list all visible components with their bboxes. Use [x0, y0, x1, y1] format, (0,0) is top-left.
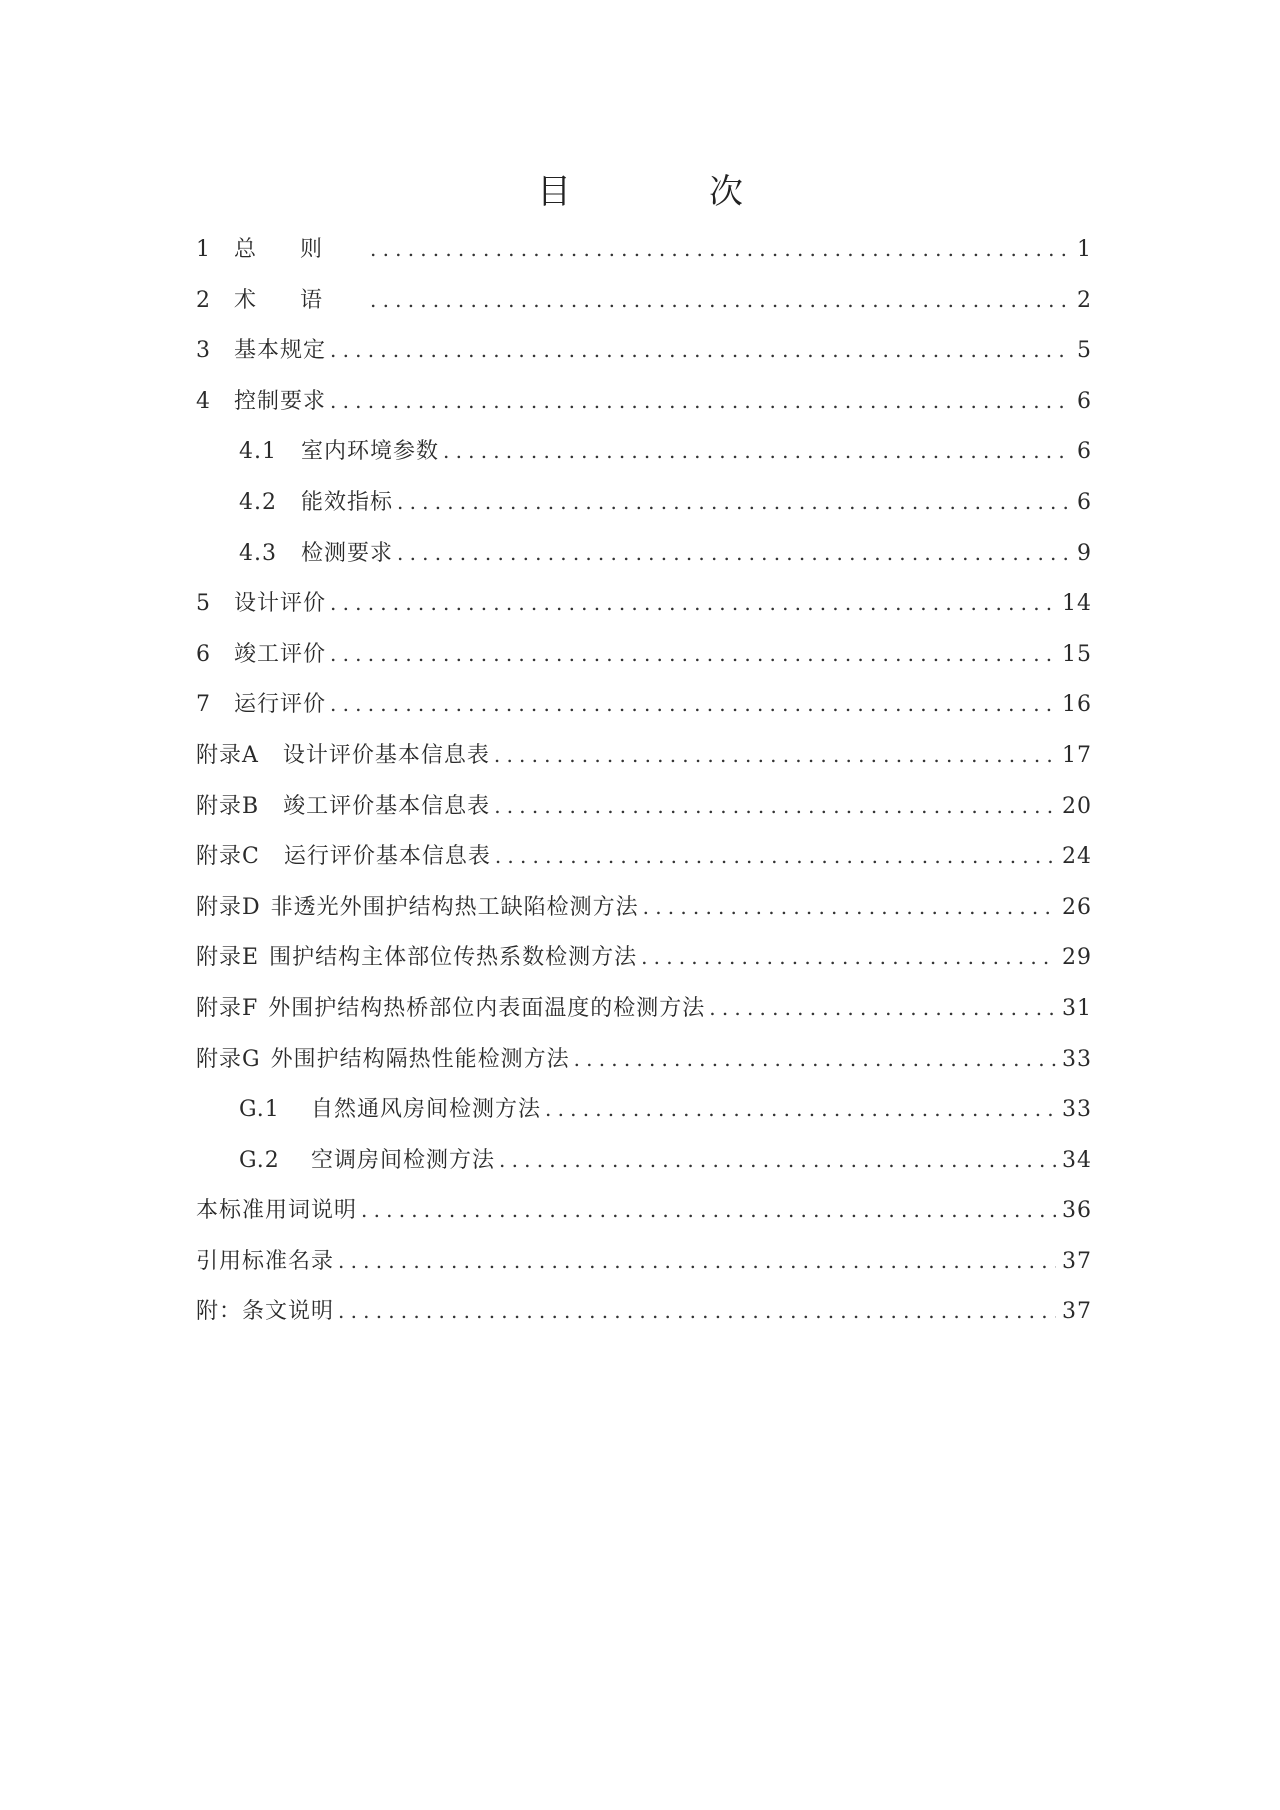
toc-entry-title: 设计评价基本信息表 [282, 742, 490, 768]
toc-leader-dots [370, 224, 1071, 274]
toc-entry-page: 20 [1062, 793, 1092, 819]
toc-entry[interactable] [196, 730, 1092, 781]
toc-entry-title: 附：条文说明 [196, 1299, 335, 1325]
toc-leader-dots [338, 1236, 1056, 1286]
toc-entry-title: 能效指标 [301, 489, 394, 515]
toc-leader-dots [330, 325, 1071, 375]
toc-entry-title: 本标准用词说明 [196, 1198, 358, 1224]
toc-leader-dots [574, 1034, 1056, 1084]
toc-entry[interactable] [196, 1084, 1092, 1135]
toc-entry-number: 4.3 [239, 540, 277, 566]
toc-entry-title: 检测要求 [301, 540, 394, 566]
toc-entry-page: 37 [1062, 1248, 1092, 1274]
toc-leader-dots [545, 1084, 1056, 1134]
toc-entry[interactable] [196, 477, 1092, 528]
toc-leader-dots [641, 932, 1056, 982]
toc-entry-page: 1 [1077, 237, 1092, 262]
toc-leader-dots [495, 831, 1056, 881]
toc-leader-dots [330, 376, 1071, 426]
toc-entry[interactable] [196, 325, 1092, 376]
toc-leader-dots [499, 1135, 1056, 1185]
toc-entry-number: 附录D [196, 894, 261, 920]
toc-entry[interactable] [196, 679, 1092, 730]
toc-leader-dots [494, 781, 1056, 831]
page-title: 目 次 [537, 172, 795, 212]
toc-entry-title: 室内环境参数 [301, 439, 440, 465]
toc-entry-page: 9 [1077, 540, 1092, 566]
toc-entry[interactable] [196, 882, 1092, 933]
toc-entry-page: 6 [1077, 439, 1092, 465]
toc-entry-page: 31 [1062, 995, 1092, 1021]
toc-entry-page: 37 [1062, 1299, 1092, 1325]
toc-entry-number: 4.2 [239, 489, 277, 515]
toc-entry-number: 附录G [196, 1046, 261, 1072]
table-of-contents [196, 224, 1092, 1337]
toc-entry-title: 外围护结构隔热性能检测方法 [270, 1046, 570, 1072]
toc-entry[interactable] [196, 1286, 1092, 1337]
toc-entry-number: 4 [196, 388, 211, 414]
toc-entry-page: 6 [1077, 388, 1092, 414]
toc-entry-number: G.2 [239, 1147, 280, 1173]
toc-entry-title: 引用标准名录 [196, 1248, 335, 1274]
toc-entry[interactable] [196, 578, 1092, 629]
toc-entry-number: 3 [196, 338, 211, 364]
toc-entry-page: 29 [1062, 945, 1092, 971]
toc-entry-title: 自然通风房间检测方法 [311, 1097, 542, 1123]
toc-leader-dots [397, 528, 1071, 578]
toc-entry-number: 4.1 [239, 439, 277, 465]
toc-entry-page: 2 [1077, 287, 1092, 313]
toc-entry-title: 围护结构主体部位传热系数检测方法 [269, 945, 638, 971]
toc-entry-page: 36 [1062, 1198, 1092, 1224]
toc-entry-page: 16 [1062, 692, 1092, 718]
toc-entry[interactable] [196, 629, 1092, 680]
toc-leader-dots [709, 983, 1056, 1033]
toc-leader-dots [330, 679, 1056, 729]
toc-entry-number: 5 [196, 591, 211, 617]
toc-entry[interactable] [196, 528, 1092, 579]
toc-entry[interactable] [196, 1034, 1092, 1085]
toc-entry-title: 运行评价基本信息表 [283, 844, 491, 870]
toc-entry-title: 竣工评价基本信息表 [283, 793, 491, 819]
toc-entry-title: 空调房间检测方法 [311, 1147, 496, 1173]
toc-entry[interactable] [196, 275, 1092, 326]
toc-entry-page: 33 [1062, 1097, 1092, 1123]
toc-entry[interactable] [196, 376, 1092, 427]
toc-entry[interactable] [196, 983, 1092, 1034]
toc-entry-title: 基本规定 [234, 338, 327, 364]
toc-entry[interactable] [196, 1135, 1092, 1186]
toc-leader-dots [643, 882, 1056, 932]
toc-leader-dots [494, 730, 1056, 780]
toc-entry-page: 33 [1062, 1046, 1092, 1072]
toc-entry[interactable] [196, 932, 1092, 983]
toc-entry-number: 7 [196, 692, 211, 718]
toc-entry-number: 2 [196, 287, 211, 313]
toc-entry[interactable] [196, 1236, 1092, 1287]
toc-leader-dots [330, 629, 1056, 679]
toc-leader-dots [397, 477, 1071, 527]
toc-entry-title: 设计评价 [234, 591, 327, 617]
toc-entry-number: 附录C [196, 844, 260, 870]
toc-entry-title: 总则 [234, 237, 367, 262]
toc-entry-number: 6 [196, 641, 211, 667]
toc-entry-number: 附录F [196, 995, 259, 1021]
toc-entry-number: 附录E [196, 945, 260, 971]
toc-entry[interactable] [196, 224, 1092, 275]
toc-entry-page: 24 [1062, 844, 1092, 870]
toc-entry-page: 26 [1062, 894, 1092, 920]
toc-entry-number: 1 [196, 237, 211, 262]
toc-entry-page: 15 [1062, 641, 1092, 667]
toc-entry-page: 17 [1062, 742, 1092, 768]
toc-leader-dots [338, 1286, 1056, 1336]
toc-entry-number: G.1 [239, 1097, 280, 1123]
toc-leader-dots [370, 275, 1071, 325]
toc-entry[interactable] [196, 781, 1092, 832]
toc-entry[interactable] [196, 426, 1092, 477]
toc-entry-title: 非透光外围护结构热工缺陷检测方法 [270, 894, 639, 920]
toc-entry-page: 6 [1077, 489, 1092, 515]
toc-entry-page: 14 [1062, 591, 1092, 617]
toc-entry-number: 附录A [196, 742, 259, 768]
toc-leader-dots [361, 1185, 1056, 1235]
toc-entry-title: 控制要求 [234, 388, 327, 414]
toc-entry[interactable] [196, 1185, 1092, 1236]
toc-entry-title: 术语 [234, 287, 367, 313]
toc-entry-title: 外围护结构热桥部位内表面温度的检测方法 [268, 995, 706, 1021]
toc-entry[interactable] [196, 831, 1092, 882]
toc-entry-page: 34 [1062, 1147, 1092, 1173]
toc-entry-number: 附录B [196, 793, 260, 819]
toc-entry-title: 运行评价 [234, 692, 327, 718]
toc-entry-page: 5 [1077, 338, 1092, 364]
toc-leader-dots [330, 578, 1056, 628]
toc-leader-dots [443, 426, 1071, 476]
toc-entry-title: 竣工评价 [234, 641, 327, 667]
